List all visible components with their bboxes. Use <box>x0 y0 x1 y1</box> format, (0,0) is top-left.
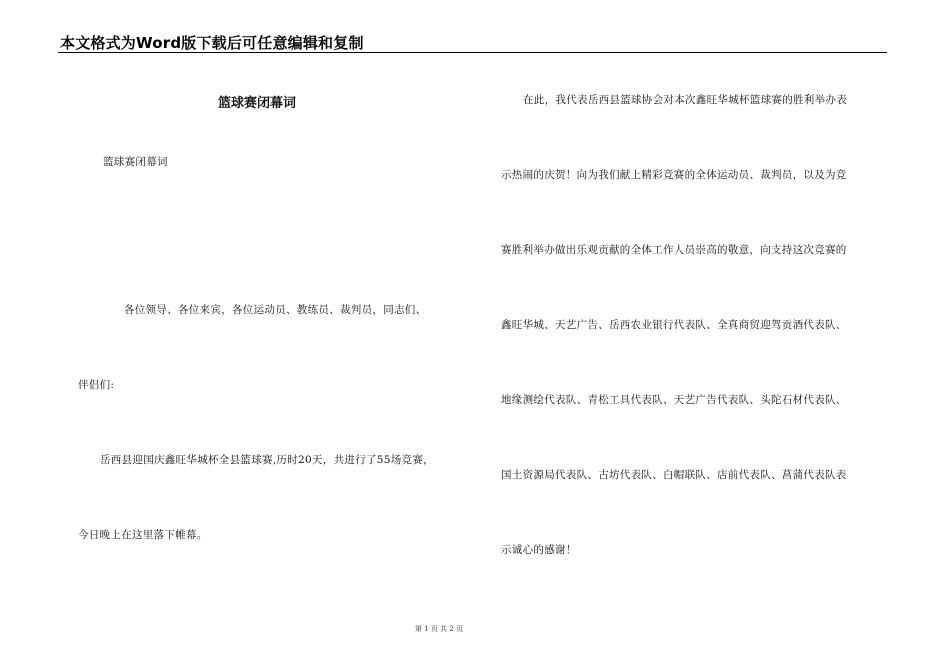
header-divider <box>58 52 887 53</box>
right-paragraph-line: 赛胜利举办做出乐观贡献的全体工作人员崇高的敬意，向支持这次竞赛的 <box>501 244 847 256</box>
right-paragraph-line: 示诚心的感谢！ <box>501 544 577 556</box>
download-notice-header: 本文格式为Word版下载后可任意编辑和复制 <box>60 34 364 52</box>
left-paragraph-line: 篮球赛闭幕词 <box>103 156 168 168</box>
right-paragraph-line: 地缘测绘代表队、青松工具代表队、天艺广告代表队、头陀石材代表队、 <box>501 394 847 406</box>
right-paragraph-line: 鑫旺华城、天艺广告、岳西农业银行代表队、全真商贸迎驾贡酒代表队、 <box>501 319 847 331</box>
left-paragraph-line: 岳西县迎国庆鑫旺华城杯全县篮球赛,历时20天，共进行了55场竞赛， <box>100 454 434 466</box>
document-title: 篮球赛闭幕词 <box>218 96 297 111</box>
left-paragraph-line: 今日晚上在这里落下帷幕。 <box>78 529 208 541</box>
left-paragraph-line: 伴侣们: <box>78 379 115 391</box>
right-paragraph-line: 在此，我代表岳西县篮球协会对本次鑫旺华城杯篮球赛的胜利举办表 <box>523 94 847 106</box>
page-number-footer: 第 1 页 共 2 页 <box>415 625 464 633</box>
left-paragraph-line: 各位领导、各位来宾，各位运动员、教练员、裁判员，同志们、 <box>124 304 427 316</box>
right-paragraph-line: 示热闹的庆贺！向为我们献上精彩竞赛的全体运动员、裁判员，以及为竞 <box>501 169 847 181</box>
right-paragraph-line: 国土资源局代表队、古坊代表队、白帽联队、店前代表队、菖蒲代表队表 <box>501 469 847 481</box>
